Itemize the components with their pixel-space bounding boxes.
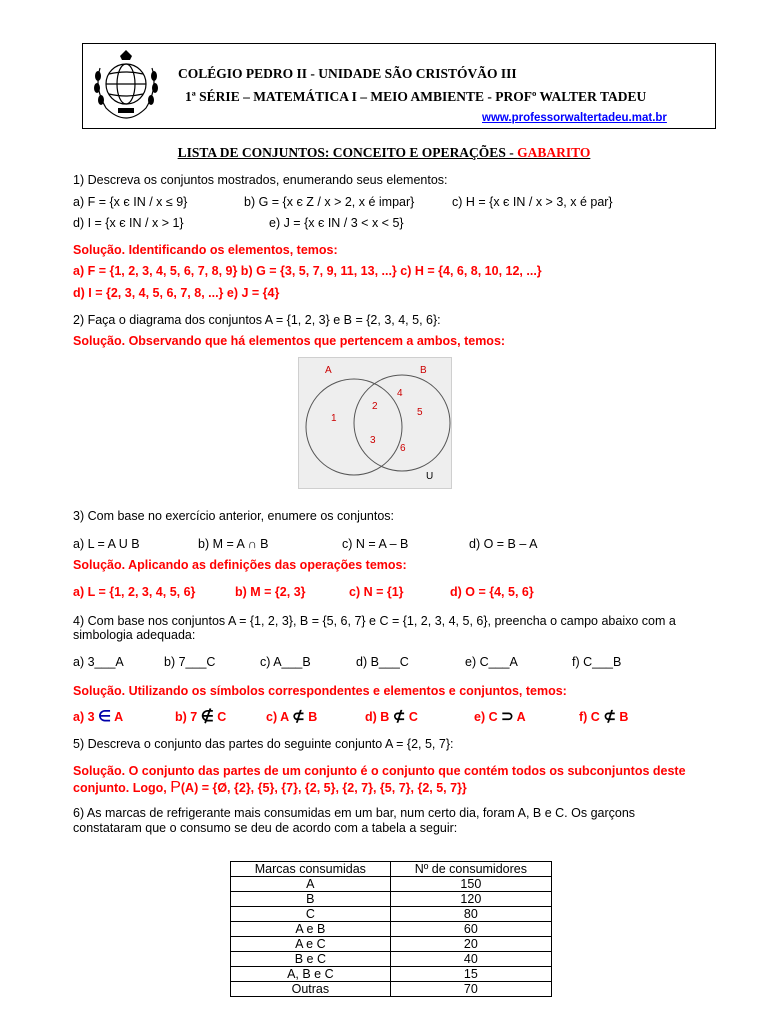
venn-element-6: 6 bbox=[400, 443, 406, 454]
brand-cell: A e C bbox=[231, 937, 391, 952]
q4-item-f: f) C___B bbox=[572, 655, 622, 669]
superset-symbol: ⊃ bbox=[501, 708, 514, 725]
q3-item-b: b) M = A ∩ B bbox=[198, 537, 269, 551]
q1-item-d: d) I = {x є IN / x > 1} bbox=[73, 216, 184, 230]
q4-item-a: a) 3___A bbox=[73, 655, 124, 669]
element-of-symbol: ∈ bbox=[98, 708, 112, 725]
not-subset-symbol: ⊄ bbox=[603, 708, 616, 725]
not-subset-symbol: ⊄ bbox=[292, 708, 305, 725]
q5-solution-line1: Solução. O conjunto das partes de um conjunto é o conjunto que contém todos os subconjuntos deste bbox=[73, 764, 686, 778]
q3-item-d: d) O = B – A bbox=[469, 537, 538, 551]
q4-answer-f-post: B bbox=[615, 710, 629, 724]
q5-solution-post: (A) = {Ø, {2}, {5}, {7}, {2, 5}, {2, 7}, {5, 7}, {2, 5, 7}} bbox=[180, 781, 467, 795]
not-element-of-symbol: ∉ bbox=[200, 708, 214, 725]
count-cell: 60 bbox=[390, 922, 551, 937]
page-title bbox=[0, 145, 768, 161]
q5-solution-line2 bbox=[73, 779, 467, 797]
venn-element-5: 5 bbox=[417, 407, 423, 418]
q1-item-b: b) G = {x є Z / x > 2, x é impar} bbox=[244, 195, 415, 209]
title-highlight: GABARITO bbox=[517, 145, 591, 160]
brand-cell: B e C bbox=[231, 952, 391, 967]
q6-prompt-line2: constataram que o consumo se deu de acordo com a tabela a seguir: bbox=[73, 821, 458, 835]
venn-element-4: 4 bbox=[397, 388, 403, 399]
q3-item-a: a) L = A U B bbox=[73, 537, 140, 551]
q4-answer-e bbox=[474, 707, 526, 725]
q1-solution-line2: d) I = {2, 3, 4, 5, 6, 7, 8, ...} e) J = {4} bbox=[73, 286, 280, 300]
venn-diagram bbox=[298, 357, 452, 489]
course-line: 1ª SÉRIE – MATEMÁTICA I – MEIO AMBIENTE - PROFº WALTER TADEU bbox=[185, 89, 647, 104]
column-header-brands: Marcas consumidas bbox=[231, 862, 391, 877]
q4-prompt-line2: simbologia adequada: bbox=[73, 628, 196, 642]
brand-cell: Outras bbox=[231, 982, 391, 997]
q3-solution-head: Solução. Aplicando as definições das operações temos: bbox=[73, 558, 407, 572]
table-row bbox=[231, 967, 552, 982]
school-name: COLÉGIO PEDRO II - UNIDADE SÃO CRISTÓVÃO III bbox=[178, 66, 517, 81]
q4-answer-e-pre: e) C bbox=[474, 710, 502, 724]
q3-solution-d: d) O = {4, 5, 6} bbox=[450, 585, 534, 599]
table-row bbox=[231, 937, 552, 952]
venn-circles bbox=[298, 357, 452, 489]
table-row bbox=[231, 877, 552, 892]
q1-solution-line1: a) F = {1, 2, 3, 4, 5, 6, 7, 8, 9} b) G = {3, 5, 7, 9, 11, 13, ...} c) H = {4, 6, 8, 10, 12, ...} bbox=[73, 264, 542, 278]
not-subset-symbol: ⊄ bbox=[392, 708, 406, 725]
count-cell: 40 bbox=[390, 952, 551, 967]
q5-solution-pre: conjunto. Logo, bbox=[73, 781, 171, 795]
brand-cell: B bbox=[231, 892, 391, 907]
q4-answer-c bbox=[266, 707, 317, 725]
count-cell: 150 bbox=[390, 877, 551, 892]
title-main: LISTA DE CONJUNTOS: CONCEITO E OPERAÇÕES - bbox=[177, 145, 518, 160]
q4-item-e: e) C___A bbox=[465, 655, 518, 669]
q4-answer-d-post: C bbox=[405, 710, 418, 724]
brand-cell: A, B e C bbox=[231, 967, 391, 982]
venn-label-a: A bbox=[325, 365, 332, 376]
venn-element-3: 3 bbox=[370, 435, 376, 446]
count-cell: 120 bbox=[390, 892, 551, 907]
q4-answer-a-post: A bbox=[111, 710, 124, 724]
q2-solution-head: Solução. Observando que há elementos que pertencem a ambos, temos: bbox=[73, 334, 506, 348]
q4-prompt-line1: 4) Com base nos conjuntos A = {1, 2, 3}, B = {5, 6, 7} e C = {1, 2, 3, 4, 5, 6}, preencha o campo abaixo com a bbox=[73, 614, 676, 628]
q3-prompt: 3) Com base no exercício anterior, enumere os conjuntos: bbox=[73, 509, 395, 523]
q4-answer-b-pre: b) 7 bbox=[175, 710, 201, 724]
table-header-row bbox=[231, 862, 552, 877]
q4-item-c: c) A___B bbox=[260, 655, 311, 669]
q1-item-a: a) F = {x є IN / x ≤ 9} bbox=[73, 195, 188, 209]
q3-solution-a: a) L = {1, 2, 3, 4, 5, 6} bbox=[73, 585, 196, 599]
q4-answer-a-pre: a) 3 bbox=[73, 710, 99, 724]
q4-answer-e-post: A bbox=[513, 710, 526, 724]
q4-answer-a bbox=[73, 707, 123, 725]
venn-label-b: B bbox=[420, 365, 427, 376]
venn-element-2: 2 bbox=[372, 401, 378, 412]
brand-cell: C bbox=[231, 907, 391, 922]
table-row bbox=[231, 892, 552, 907]
venn-element-1: 1 bbox=[331, 413, 337, 424]
count-cell: 20 bbox=[390, 937, 551, 952]
brand-cell: A bbox=[231, 877, 391, 892]
q4-answer-d bbox=[365, 707, 418, 725]
website-link[interactable]: www.professorwaltertadeu.mat.br bbox=[482, 112, 667, 124]
venn-universe-label: U bbox=[426, 471, 434, 482]
q1-item-e: e) J = {x є IN / 3 < x < 5} bbox=[269, 216, 404, 230]
table-row bbox=[231, 952, 552, 967]
q4-solution-head: Solução. Utilizando os símbolos correspondentes e elementos e conjuntos, temos: bbox=[73, 684, 567, 698]
q3-solution-b: b) M = {2, 3} bbox=[235, 585, 306, 599]
q4-answer-b-post: C bbox=[213, 710, 227, 724]
q5-prompt: 5) Descreva o conjunto das partes do seguinte conjunto A = {2, 5, 7}: bbox=[73, 737, 454, 751]
q4-item-b: b) 7___C bbox=[164, 655, 216, 669]
count-cell: 70 bbox=[390, 982, 551, 997]
q4-answer-c-pre: c) A bbox=[266, 710, 293, 724]
q4-answer-b bbox=[175, 707, 226, 725]
count-cell: 80 bbox=[390, 907, 551, 922]
count-cell: 15 bbox=[390, 967, 551, 982]
table-row bbox=[231, 922, 552, 937]
q4-answer-d-pre: d) B bbox=[365, 710, 393, 724]
table-row bbox=[231, 907, 552, 922]
q4-answer-f-pre: f) C bbox=[579, 710, 604, 724]
table-row bbox=[231, 982, 552, 997]
power-set-symbol: P bbox=[170, 779, 181, 796]
column-header-consumers: Nº de consumidores bbox=[390, 862, 551, 877]
q4-answer-f bbox=[579, 707, 628, 725]
q4-answer-c-post: B bbox=[304, 710, 318, 724]
q4-item-d: d) B___C bbox=[356, 655, 409, 669]
q3-solution-c: c) N = {1} bbox=[349, 585, 404, 599]
consumption-table bbox=[230, 861, 552, 997]
q1-solution-head: Solução. Identificando os elementos, temos: bbox=[73, 243, 338, 257]
q6-prompt-line1: 6) As marcas de refrigerante mais consumidas em um bar, num certo dia, foram A, B e C. Os garçons bbox=[73, 806, 636, 820]
q1-prompt: 1) Descreva os conjuntos mostrados, enumerando seus elementos: bbox=[73, 173, 448, 187]
q1-item-c: c) H = {x є IN / x > 3, x é par} bbox=[452, 195, 613, 209]
school-crest-logo bbox=[88, 48, 164, 124]
q3-item-c: c) N = A – B bbox=[342, 537, 409, 551]
brand-cell: A e B bbox=[231, 922, 391, 937]
q2-prompt: 2) Faça o diagrama dos conjuntos A = {1, 2, 3} e B = {2, 3, 4, 5, 6}: bbox=[73, 313, 441, 327]
